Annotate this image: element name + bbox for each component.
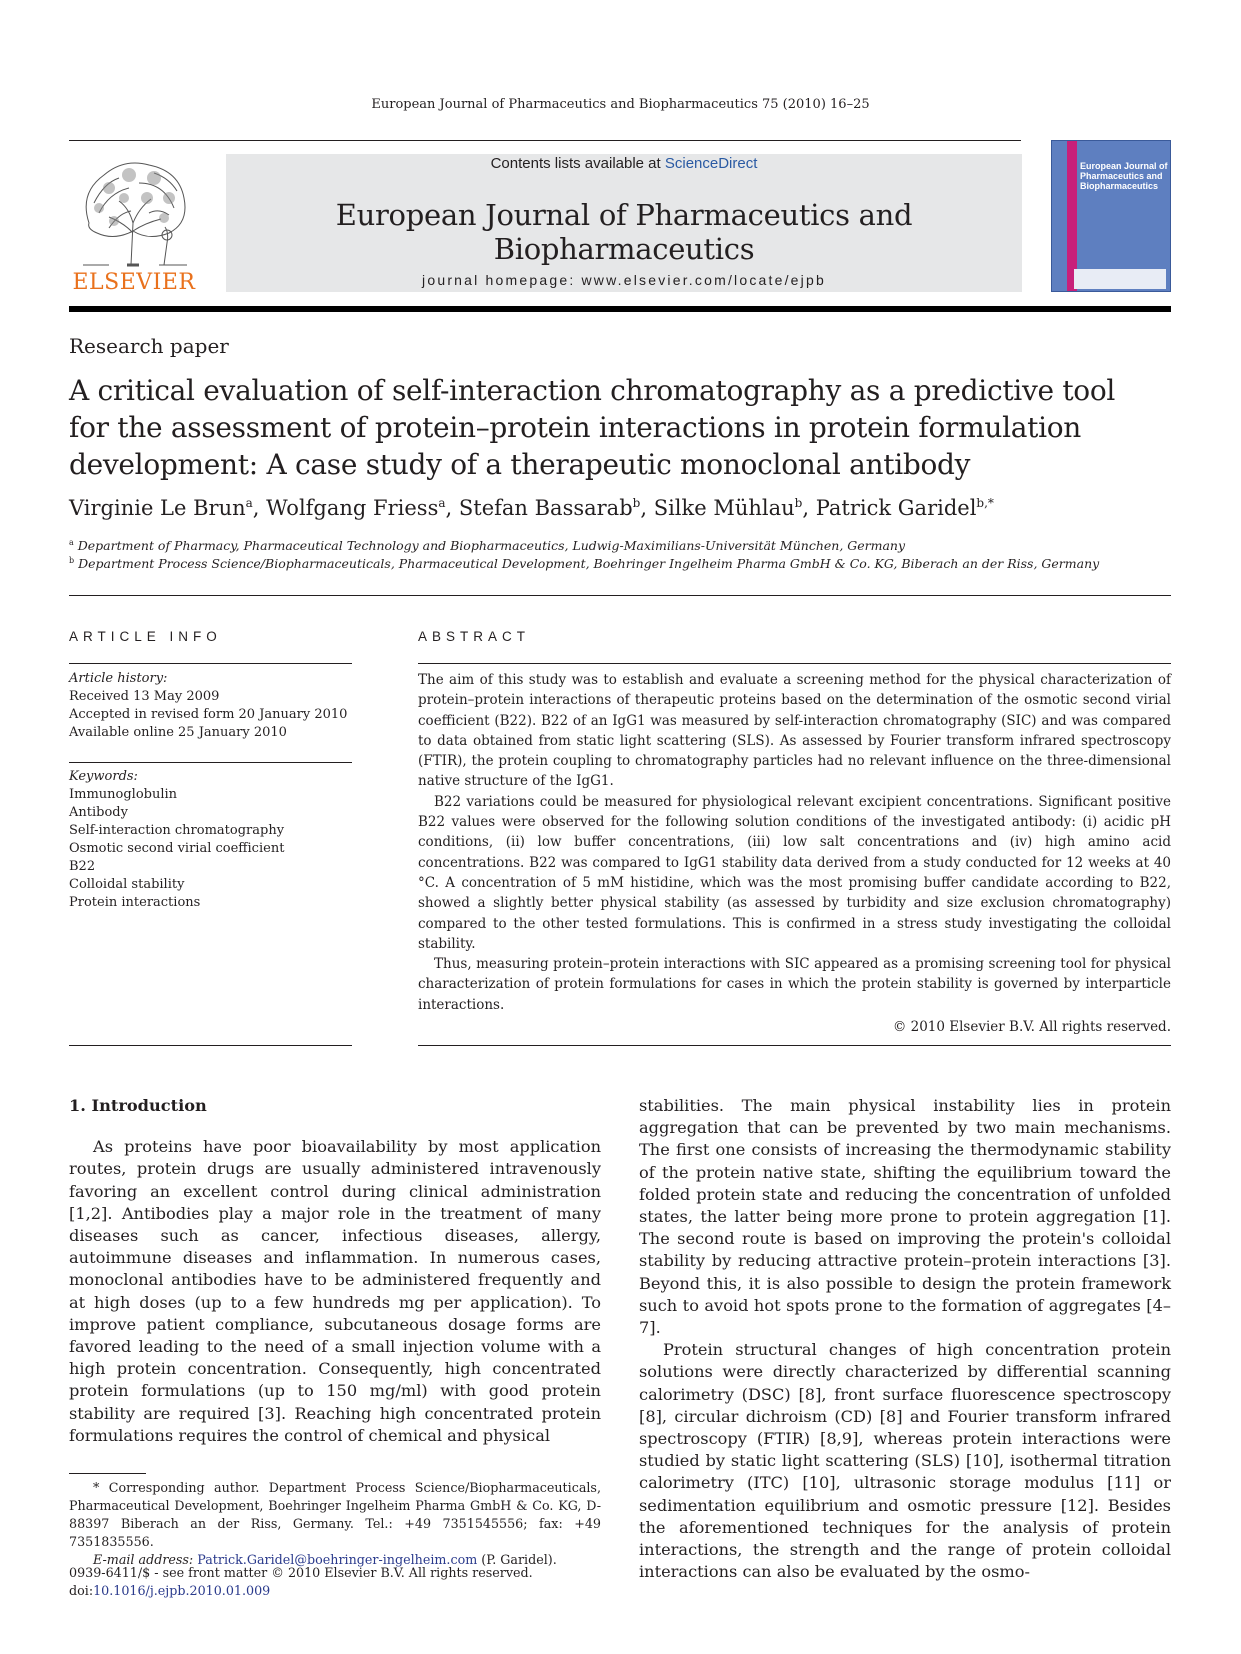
body-paragraph: As proteins have poor bioavailability by most application routes, protein drugs are usually administered intravenously favoring an excellent control during clinical administration [1,2]. Antibodies play a major role in the treatment of many diseases such as cancer, infectious diseases, allergy, autoimmune diseases and inflammation. In numerous cases, monoclonal antibodies have to be administered frequently and at high doses (up to a few hundreds mg per application). To improve patient compliance, subcutaneous dosage forms are favored leading to the need of a small injection volume with a high protein concentration. Consequently, high concentrated protein formulations (up to 150 mg/ml) with good protein stability are required [3]. Reaching high concentrated protein formulations requires the control of chemical and physical	[69, 1137, 601, 1445]
doi-link[interactable]: 10.1016/j.ejpb.2010.01.009	[93, 1583, 271, 1598]
author-name[interactable]: Patrick Garidel	[815, 496, 977, 520]
author-separator: ,	[802, 496, 816, 520]
footnote-rule	[69, 1473, 146, 1474]
author-affiliation-mark: b	[632, 496, 641, 510]
body-column-left	[69, 1095, 601, 1447]
footnote-text: Corresponding author. Department Process Science/Biopharmaceuticals, Pharmaceutical Development, Boehringer Ingelheim Pharma GmbH & Co. KG, D-88397 Biberach an der Riss, Germany. Tel.: +49 7351545556; fax: +49 7351835556.	[69, 1480, 601, 1549]
author-list	[69, 496, 1169, 520]
author-affiliation-mark: a	[438, 496, 446, 510]
affiliation-a-text: Department of Pharmacy, Pharmaceutical Technology and Biopharmaceutics, Ludwig-Maximilians-Universität München, Germany	[77, 538, 906, 554]
divider	[418, 1045, 1171, 1046]
article-info-heading: ARTICLE INFO	[69, 629, 222, 644]
abstract-paragraph: The aim of this study was to establish and evaluate a screening method for the physical characterization of protein–protein interactions of therapeutic proteins based on the determination of the osmotic second virial coefficient (B22). B22 of an IgG1 was measured by self-interaction chromatography (SIC) and was compared to data obtained from static light scattering (SLS). As assessed by Fourier transform infrared spectroscopy (FTIR), the protein coupling to chromatography particles had no relevant influence on the three-dimensional native structure of the IgG1.	[418, 672, 1171, 790]
issn-line: 0939-6411/$ - see front matter © 2010 Elsevier B.V. All rights reserved.	[69, 1565, 533, 1580]
divider	[69, 1045, 352, 1046]
history-item: Accepted in revised form 20 January 2010	[69, 707, 348, 722]
body-paragraph: Protein structural changes of high concentration protein solutions were directly characterized by differential scanning calorimetry (DSC) [8], front surface fluorescence spectroscopy [8], circular dichroism (CD) [8] and Fourier transform infrared spectroscopy (FTIR) [8,9], whereas protein interactions were studied by static light scattering (SLS) [10], isothermal titration calorimetry (ITC) [10], ultrasonic storage modulus [11] or sedimentation equilibrium and osmotic pressure [12]. Besides the aforementioned techniques for the analysis of protein interactions, the strength and the range of protein colloidal interactions can also be evaluated by the osmo-	[639, 1340, 1171, 1582]
journal-name: European Journal of Pharmaceutics and Biopharmaceutics	[335, 198, 913, 266]
keyword: B22	[69, 859, 96, 874]
body-column-right	[639, 1095, 1171, 1583]
abstract-paragraph: B22 variations could be measured for physiological relevant excipient concentrations. Significant positive B22 values were observed for the following solution conditions of the investigated antibody: (i) acidic pH conditions, (ii) low buffer concentrations, (iii) low salt concentrations and (iv) high amino acid concentrations. B22 was compared to IgG1 stability data derived from a study conducted for 12 weeks at 40 °C. A concentration of 5 mM histidine, which was the most promising buffer candidate according to B22, showed a slightly better physical stability (as assessed by turbidity and size exclusion chromatography) compared to the other tested formulations. This is confirmed in a stress study investigating the colloidal stability.	[418, 793, 1171, 952]
author-name[interactable]: Stefan Bassarab	[458, 496, 633, 520]
cover-footer	[1074, 269, 1166, 289]
journal-citation: European Journal of Pharmaceutics and Biopharmaceutics 75 (2010) 16–25	[371, 97, 870, 112]
issn-doi-block	[69, 1564, 669, 1600]
section-heading: 1. Introduction	[69, 1096, 207, 1115]
corresponding-author-footnote	[69, 1479, 601, 1569]
history-label: Article history:	[69, 671, 168, 686]
keyword: Antibody	[69, 805, 128, 820]
title-line: A critical evaluation of self-interaction chromatography as a predictive tool	[69, 374, 1116, 407]
cover-title: European Journal of Pharmaceutics and Biopharmaceutics	[1080, 161, 1168, 191]
footnote-marker: *	[93, 1480, 100, 1495]
author-affiliation-mark: a	[245, 496, 253, 510]
affiliation-a: $^a$ Department of Pharmacy, Pharmaceutical Technology and Biopharmaceutics, Ludwig-Maximilians-Universität München, Germany	[69, 538, 906, 554]
elsevier-wordmark: ELSEVIER	[72, 270, 196, 295]
contents-line	[226, 155, 1022, 172]
journal-cover-thumbnail[interactable]	[1051, 140, 1171, 292]
keyword: Immunoglobulin	[69, 787, 178, 802]
author-separator: ,	[640, 496, 654, 520]
affiliation-b: $^b$ Department Process Science/Biopharmaceuticals, Pharmaceutical Development, Boehringer Ingelheim Pharma GmbH & Co. KG, Biberach an der Riss, Germany	[69, 556, 1100, 572]
keyword: Protein interactions	[69, 895, 201, 910]
author-separator: ,	[445, 496, 459, 520]
author-email-link[interactable]: Patrick.Garidel@boehringer-ingelheim.com	[197, 1552, 478, 1567]
title-line: for the assessment of protein–protein interactions in protein formulation	[69, 411, 1082, 444]
paper-type: Research paper	[69, 334, 229, 358]
keyword: Colloidal stability	[69, 877, 185, 892]
keyword: Self-interaction chromatography	[69, 823, 285, 838]
header-rule-top	[69, 140, 1021, 141]
keywords-label: Keywords:	[69, 769, 138, 784]
abstract-heading: ABSTRACT	[418, 629, 531, 644]
journal-homepage-link[interactable]: journal homepage: www.elsevier.com/locate/ejpb	[422, 272, 826, 288]
paper-title	[69, 372, 1119, 483]
divider	[418, 663, 1171, 664]
history-item: Received 13 May 2009	[69, 689, 220, 704]
contents-prefix: Contents lists available at	[490, 155, 665, 172]
history-item: Available online 25 January 2010	[69, 725, 287, 740]
title-line: development: A case study of a therapeutic monoclonal antibody	[69, 448, 971, 481]
body-paragraph: stabilities. The main physical instability lies in protein aggregation that can be prevented by two main mechanisms. The first one consists of increasing the thermodynamic stability of the protein native state, shifting the equilibrium toward the folded protein state and reducing the concentration of unfolded states, the latter being more prone to protein aggregation [1]. The second route is based on improving the protein's colloidal stability by reducing attractive protein–protein interactions [3]. Beyond this, it is also possible to design the protein framework such to avoid hot spots prone to the formation of aggregates [4–7].	[639, 1096, 1171, 1338]
abstract-body	[418, 670, 1171, 1037]
author-separator: ,	[252, 496, 267, 520]
divider	[69, 595, 1171, 596]
author-affiliation-mark: b,*	[976, 496, 994, 510]
article-history	[69, 670, 352, 742]
abstract-copyright: © 2010 Elsevier B.V. All rights reserved.	[892, 1019, 1171, 1036]
divider	[69, 762, 352, 763]
email-suffix: (P. Garidel).	[477, 1552, 557, 1567]
header-rule-bottom	[69, 306, 1171, 312]
author-name[interactable]: Virginie Le Brun	[69, 496, 246, 520]
abstract-paragraph: Thus, measuring protein–protein interactions with SIC appeared as a promising screening tool for physical characterization of protein formulations for cases in which the protein stability is governed by interparticle interactions.	[418, 956, 1171, 1013]
email-label: E-mail address:	[93, 1552, 198, 1567]
doi-prefix: doi:	[69, 1583, 94, 1598]
keywords	[69, 768, 352, 912]
keyword: Osmotic second virial coefficient	[69, 841, 285, 856]
affiliation-b-text: Department Process Science/Biopharmaceuticals, Pharmaceutical Development, Boehringer Ingelheim Pharma GmbH & Co. KG, Biberach an der Riss, Germany	[78, 556, 1100, 572]
author-name[interactable]: Silke Mühlau	[653, 496, 795, 520]
author-affiliation-mark: b	[794, 496, 803, 510]
divider	[69, 663, 352, 664]
elsevier-tree-icon	[69, 153, 199, 268]
sciencedirect-link[interactable]: ScienceDirect	[664, 155, 758, 172]
author-name[interactable]: Wolfgang Friess	[266, 496, 439, 520]
